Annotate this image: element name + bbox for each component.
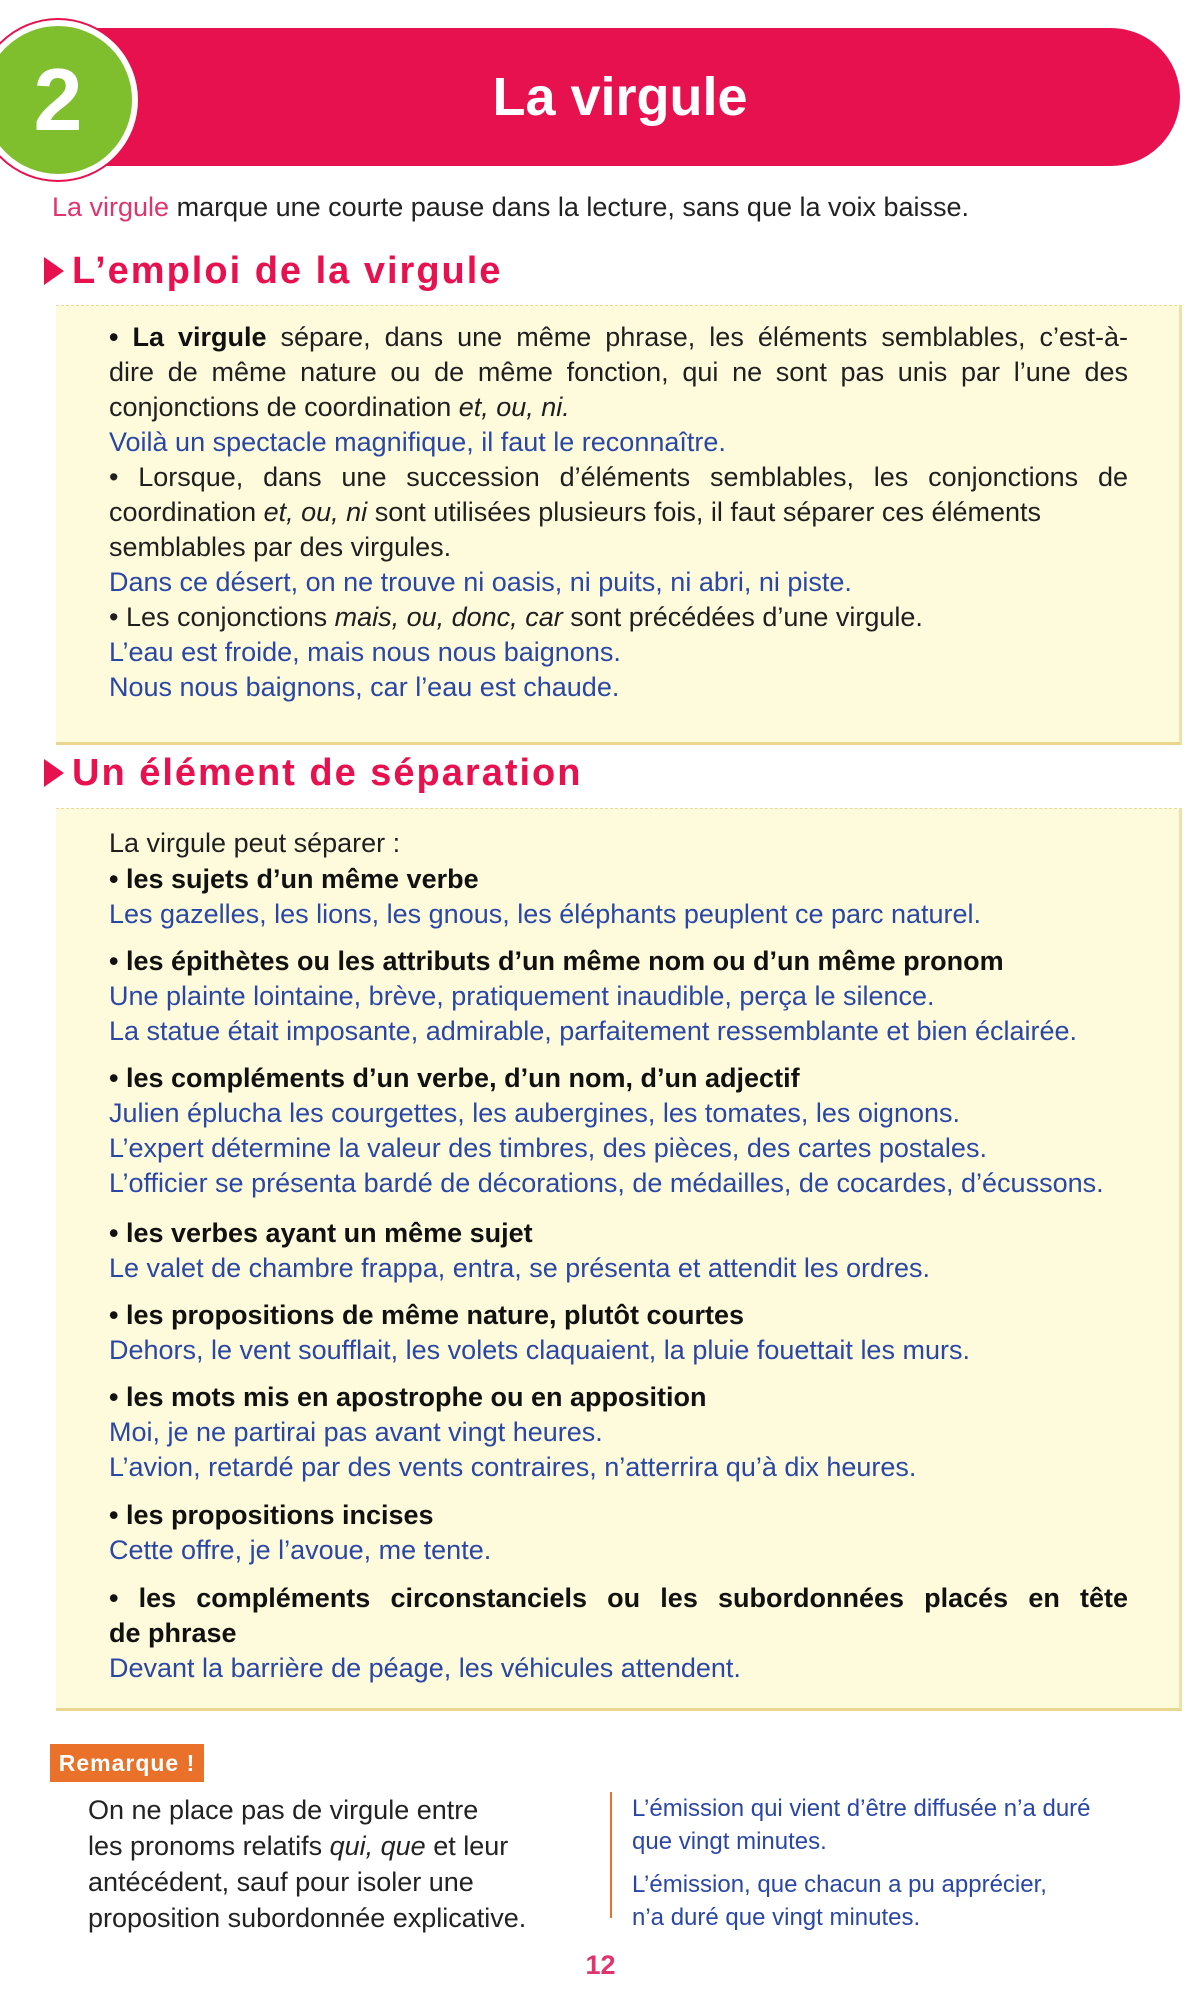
page-title: La virgule [492, 67, 748, 127]
text-line: dire de même nature ou de même fonction, qui ne sont pas unis par l’une des [109, 357, 1128, 387]
example-line: Le valet de chambre frappa, entra, se présenta et attendit les ordres. [109, 1253, 930, 1283]
remarque-text-line: antécédent, sauf pour isoler une [88, 1867, 474, 1897]
bullet-heading: • les propositions incises [109, 1500, 434, 1530]
example-line: L’eau est froide, mais nous nous baignons. [109, 637, 621, 667]
section-title-emploi [44, 250, 502, 293]
example-line: Une plainte lointaine, brève, pratiquement inaudible, perça le silence. [109, 981, 935, 1011]
text-line: • La virgule sépare, dans une même phrase, les éléments semblables, c’est-à- [109, 322, 1128, 352]
bullet-heading: • les épithètes ou les attributs d’un même nom ou d’un même pronom [109, 946, 1004, 976]
chapter-number: 2 [33, 50, 83, 149]
bullet-heading: • les verbes ayant un même sujet [109, 1218, 533, 1248]
remarque-tag: Remarque ! [50, 1744, 204, 1782]
bullet-heading: • les compléments d’un verbe, d’un nom, d’un adjectif [109, 1063, 800, 1093]
remarque-example-line: L’émission, que chacun a pu apprécier, [632, 1871, 1047, 1898]
bullet-heading: de phrase [109, 1618, 237, 1648]
intro-text [52, 192, 969, 223]
text-line: conjonctions de coordination et, ou, ni. [109, 392, 570, 422]
example-line: L’officier se présenta bardé de décorations, de médailles, de cocardes, d’écussons. [109, 1168, 1104, 1198]
remarque-divider [610, 1792, 612, 1918]
remarque-example-line: L’émission qui vient d’être diffusée n’a duré [632, 1795, 1091, 1822]
bullet-heading: • les propositions de même nature, plutôt courtes [109, 1300, 745, 1330]
example-line: L’avion, retardé par des vents contraires, n’atterrira qu’à dix heures. [109, 1452, 917, 1482]
bullet-heading: • les compléments circonstanciels ou les subordonnées placés en tête [109, 1583, 1128, 1613]
remarque-text-line: On ne place pas de virgule entre [88, 1795, 479, 1825]
text-line: semblables par des virgules. [109, 532, 452, 562]
intro-rest: marque une courte pause dans la lecture, sans que la voix baisse. [169, 192, 970, 222]
example-line: Devant la barrière de péage, les véhicules attendent. [109, 1653, 741, 1683]
example-line: Les gazelles, les lions, les gnous, les éléphants peuplent ce parc naturel. [109, 899, 982, 929]
example-line: Julien éplucha les courgettes, les aubergines, les tomates, les oignons. [109, 1098, 961, 1128]
intro-highlight: La virgule [52, 192, 170, 222]
section-title-text: Un élément de séparation [72, 752, 583, 794]
example-line: L’expert détermine la valeur des timbres, des pièces, des cartes postales. [109, 1133, 987, 1163]
example-line: Nous nous baignons, car l’eau est chaude. [109, 672, 620, 702]
text-line: • Les conjonctions mais, ou, donc, car sont précédées d’une virgule. [109, 602, 923, 632]
example-line: Moi, je ne partirai pas avant vingt heures. [109, 1417, 603, 1447]
arrow-icon [44, 759, 64, 787]
arrow-icon [44, 257, 64, 285]
remarque-text-line: les pronoms relatifs qui, que et leur [88, 1831, 509, 1861]
text-line: • Lorsque, dans une succession d’éléments semblables, les conjonctions de [109, 462, 1128, 492]
section-title-separation [44, 752, 582, 795]
example-line: Dans ce désert, on ne trouve ni oasis, ni puits, ni abri, ni piste. [109, 567, 852, 597]
section-title-text: L’emploi de la virgule [72, 250, 503, 292]
bullet-heading: • les sujets d’un même verbe [109, 864, 479, 894]
remarque-text-line: proposition subordonnée explicative. [88, 1903, 527, 1933]
remarque-example-line: que vingt minutes. [632, 1828, 827, 1855]
page-number: 12 [585, 1950, 616, 1980]
example-line: Dehors, le vent soufflait, les volets claquaient, la pluie fouettait les murs. [109, 1335, 970, 1365]
example-line: Cette offre, je l’avoue, me tente. [109, 1535, 492, 1565]
text-line: La virgule peut séparer : [109, 828, 401, 858]
example-line: Voilà un spectacle magnifique, il faut le reconnaître. [109, 427, 726, 457]
text-line: coordination et, ou, ni sont utilisées plusieurs fois, il faut séparer ces éléments [109, 497, 1042, 527]
example-line: La statue était imposante, admirable, parfaitement ressemblante et bien éclairée. [109, 1016, 1078, 1046]
bullet-heading: • les mots mis en apostrophe ou en apposition [109, 1382, 707, 1412]
remarque-example-line: n’a duré que vingt minutes. [632, 1904, 921, 1931]
